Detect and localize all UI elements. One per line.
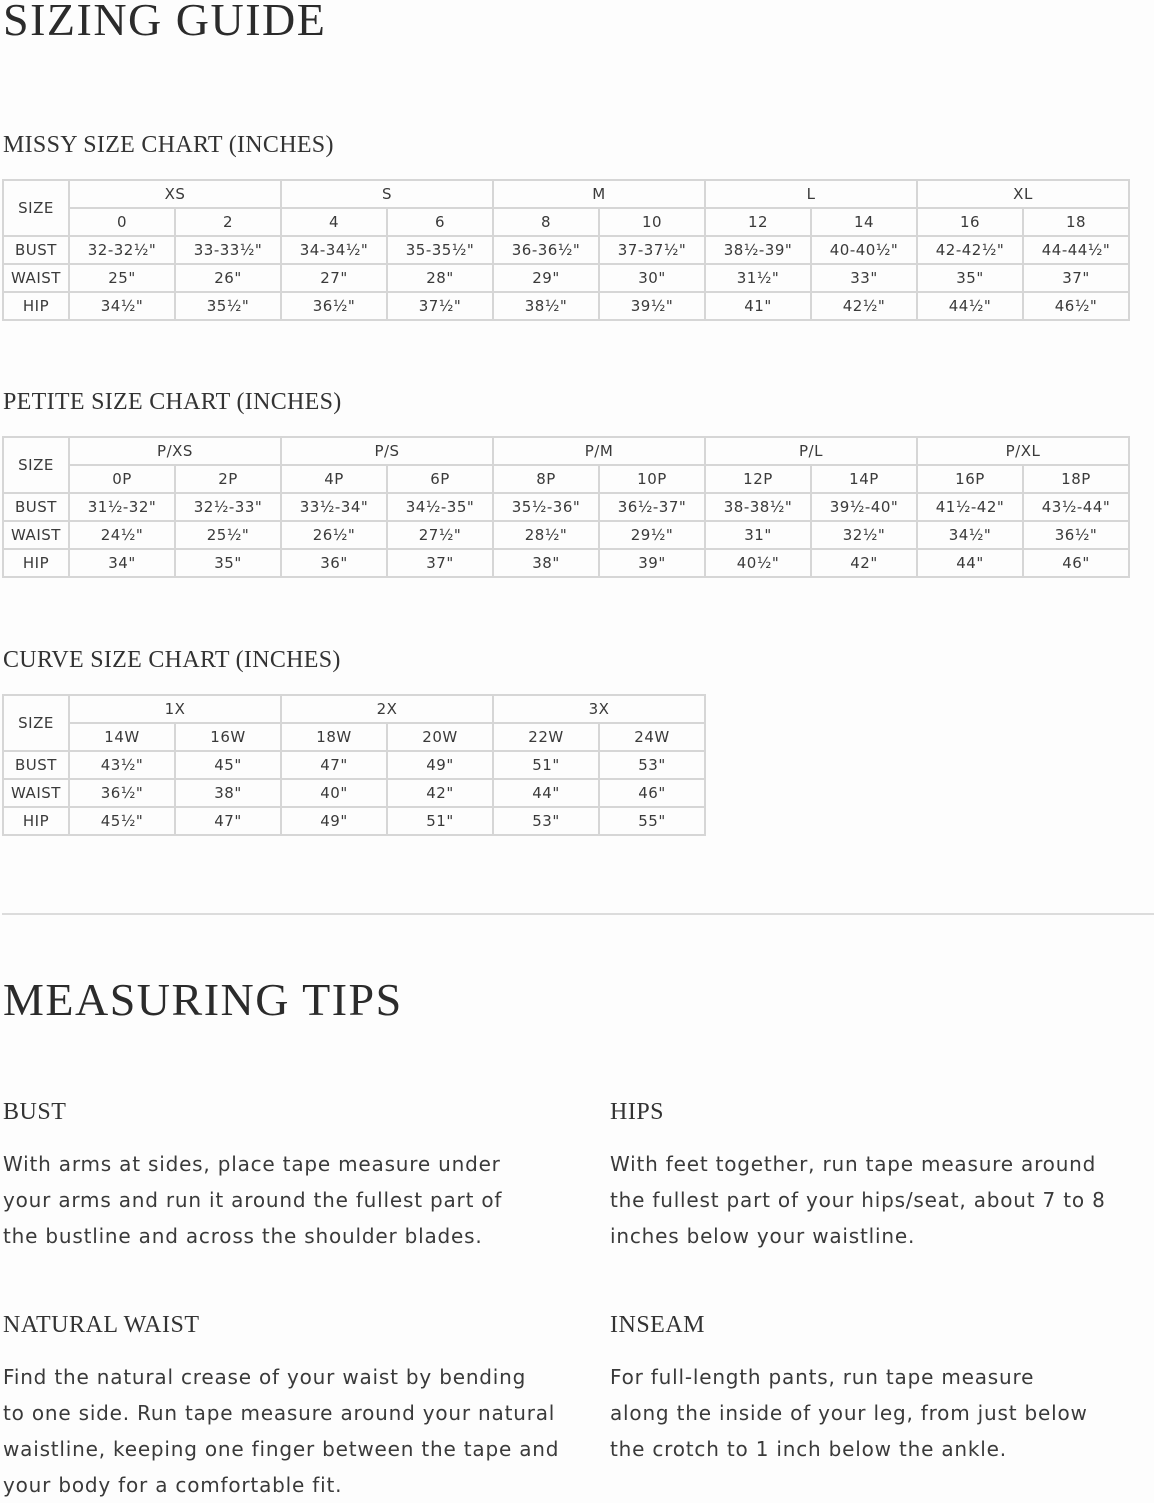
size-group-header: M xyxy=(493,180,705,208)
petite-chart-heading: PETITE SIZE CHART (INCHES) xyxy=(3,389,342,415)
table-row xyxy=(3,779,705,807)
measurement-value: 28½" xyxy=(493,521,599,549)
section-divider xyxy=(2,913,1154,915)
page-title: SIZING GUIDE xyxy=(3,0,327,45)
measurement-value: 37" xyxy=(387,549,493,577)
petite-group-row xyxy=(3,437,1129,465)
curve-chart-heading: CURVE SIZE CHART (INCHES) xyxy=(3,647,341,673)
measurement-value: 33½-34" xyxy=(281,493,387,521)
measurement-value: 34½" xyxy=(917,521,1023,549)
missy-group-row xyxy=(3,180,1129,208)
measurement-value: 37½" xyxy=(387,292,493,320)
measurement-value: 35½" xyxy=(175,292,281,320)
tip-line: the bustline and across the shoulder blades. xyxy=(3,1224,483,1248)
measurement-value: 32-32½" xyxy=(69,236,175,264)
tip-line: Find the natural crease of your waist by bending xyxy=(3,1365,527,1389)
table-row xyxy=(3,493,1129,521)
size-header: SIZE xyxy=(3,695,69,751)
measurement-value: 30" xyxy=(599,264,705,292)
measurement-value: 31½" xyxy=(705,264,811,292)
size-group-header: P/S xyxy=(281,437,493,465)
size-number: 16P xyxy=(917,465,1023,493)
tip-line: to one side. Run tape measure around your natural xyxy=(3,1401,556,1425)
size-number: 20W xyxy=(387,723,493,751)
tip-line: waistline, keeping one finger between the tape and xyxy=(3,1437,560,1461)
measurement-value: 29½" xyxy=(599,521,705,549)
size-group-header: P/XS xyxy=(69,437,281,465)
size-number: 14W xyxy=(69,723,175,751)
size-number: 12 xyxy=(705,208,811,236)
measurement-label: BUST xyxy=(3,236,69,264)
missy-size-row xyxy=(3,208,1129,236)
size-group-header: 1X xyxy=(69,695,281,723)
tip-line: the crotch to 1 inch below the ankle. xyxy=(610,1437,1007,1461)
size-number: 24W xyxy=(599,723,705,751)
size-number: 14 xyxy=(811,208,917,236)
measurement-value: 36" xyxy=(281,549,387,577)
measurement-value: 35" xyxy=(175,549,281,577)
measurement-value: 53" xyxy=(599,751,705,779)
tip-heading: HIPS xyxy=(610,1099,665,1125)
size-header: SIZE xyxy=(3,180,69,236)
measurement-value: 55" xyxy=(599,807,705,835)
measurement-value: 44" xyxy=(917,549,1023,577)
petite-size-table xyxy=(2,436,1130,578)
measurement-value: 34" xyxy=(69,549,175,577)
tip-text xyxy=(3,1146,523,1254)
measurement-value: 35½-36" xyxy=(493,493,599,521)
measurement-value: 36-36½" xyxy=(493,236,599,264)
measurement-value: 41½-42" xyxy=(917,493,1023,521)
table-row xyxy=(3,549,1129,577)
size-group-header: 3X xyxy=(493,695,705,723)
tip-line: along the inside of your leg, from just below xyxy=(610,1401,1088,1425)
table-row xyxy=(3,292,1129,320)
measurement-value: 40½" xyxy=(705,549,811,577)
measurement-value: 41" xyxy=(705,292,811,320)
measurement-value: 33-33½" xyxy=(175,236,281,264)
size-number: 18 xyxy=(1023,208,1129,236)
measurement-value: 46" xyxy=(599,779,705,807)
measurement-value: 49" xyxy=(387,751,493,779)
measurement-label: HIP xyxy=(3,807,69,835)
size-number: 18P xyxy=(1023,465,1129,493)
size-number: 10 xyxy=(599,208,705,236)
measurement-value: 29" xyxy=(493,264,599,292)
size-number: 6 xyxy=(387,208,493,236)
size-number: 0P xyxy=(69,465,175,493)
size-group-header: XS xyxy=(69,180,281,208)
measurement-value: 35" xyxy=(917,264,1023,292)
size-group-header: P/M xyxy=(493,437,705,465)
measurement-value: 40-40½" xyxy=(811,236,917,264)
curve-group-row xyxy=(3,695,705,723)
measurement-value: 44-44½" xyxy=(1023,236,1129,264)
measurement-value: 38½" xyxy=(493,292,599,320)
tip-heading: NATURAL WAIST xyxy=(3,1312,200,1338)
measurement-label: BUST xyxy=(3,751,69,779)
measurement-value: 36½-37" xyxy=(599,493,705,521)
size-group-header: 2X xyxy=(281,695,493,723)
table-row xyxy=(3,751,705,779)
tip-text xyxy=(610,1146,1130,1254)
measurement-value: 37" xyxy=(1023,264,1129,292)
measurement-value: 39" xyxy=(599,549,705,577)
measurement-value: 32½-33" xyxy=(175,493,281,521)
measurement-value: 31" xyxy=(705,521,811,549)
size-number: 2 xyxy=(175,208,281,236)
measurement-value: 42" xyxy=(811,549,917,577)
size-number: 4P xyxy=(281,465,387,493)
size-number: 2P xyxy=(175,465,281,493)
measurement-value: 38" xyxy=(493,549,599,577)
measurement-value: 45½" xyxy=(69,807,175,835)
size-number: 18W xyxy=(281,723,387,751)
measurement-label: WAIST xyxy=(3,521,69,549)
size-number: 0 xyxy=(69,208,175,236)
measurement-value: 51" xyxy=(493,751,599,779)
table-row xyxy=(3,236,1129,264)
measurement-value: 47" xyxy=(175,807,281,835)
tip-line: inches below your waistline. xyxy=(610,1224,916,1248)
measurement-value: 26" xyxy=(175,264,281,292)
size-number: 8 xyxy=(493,208,599,236)
measurement-value: 34½-35" xyxy=(387,493,493,521)
measurement-value: 53" xyxy=(493,807,599,835)
measurement-value: 37-37½" xyxy=(599,236,705,264)
size-number: 10P xyxy=(599,465,705,493)
measurement-value: 51" xyxy=(387,807,493,835)
measurement-value: 24½" xyxy=(69,521,175,549)
size-number: 16W xyxy=(175,723,281,751)
size-number: 14P xyxy=(811,465,917,493)
size-group-header: S xyxy=(281,180,493,208)
size-number: 12P xyxy=(705,465,811,493)
measurement-value: 36½" xyxy=(69,779,175,807)
tip-bust xyxy=(3,1098,523,1254)
measurement-label: BUST xyxy=(3,493,69,521)
tip-line: For full-length pants, run tape measure xyxy=(610,1365,1035,1389)
petite-size-row xyxy=(3,465,1129,493)
missy-size-table xyxy=(2,179,1130,321)
measurement-value: 36½" xyxy=(1023,521,1129,549)
size-header: SIZE xyxy=(3,437,69,493)
measurement-value: 44" xyxy=(493,779,599,807)
measurement-value: 39½-40" xyxy=(811,493,917,521)
measurement-value: 25" xyxy=(69,264,175,292)
measurement-value: 25½" xyxy=(175,521,281,549)
measurement-value: 46½" xyxy=(1023,292,1129,320)
measuring-tips-title: MEASURING TIPS xyxy=(3,974,403,1025)
tip-line: your body for a comfortable fit. xyxy=(3,1473,343,1497)
measurement-value: 27½" xyxy=(387,521,493,549)
measurement-value: 43½-44" xyxy=(1023,493,1129,521)
tip-hips xyxy=(610,1098,1130,1254)
measurement-value: 47" xyxy=(281,751,387,779)
measurement-label: WAIST xyxy=(3,264,69,292)
measurement-label: HIP xyxy=(3,549,69,577)
measurement-value: 31½-32" xyxy=(69,493,175,521)
measurement-value: 42½" xyxy=(811,292,917,320)
size-number: 16 xyxy=(917,208,1023,236)
size-number: 4 xyxy=(281,208,387,236)
measurement-value: 45" xyxy=(175,751,281,779)
measurement-label: WAIST xyxy=(3,779,69,807)
size-number: 6P xyxy=(387,465,493,493)
measurement-value: 42" xyxy=(387,779,493,807)
table-row xyxy=(3,807,705,835)
measurement-value: 46" xyxy=(1023,549,1129,577)
measurement-value: 44½" xyxy=(917,292,1023,320)
curve-size-row xyxy=(3,723,705,751)
measurement-value: 39½" xyxy=(599,292,705,320)
measurement-value: 26½" xyxy=(281,521,387,549)
tip-line: your arms and run it around the fullest part of xyxy=(3,1188,503,1212)
measurement-value: 38½-39" xyxy=(705,236,811,264)
measurement-label: HIP xyxy=(3,292,69,320)
tip-line: With arms at sides, place tape measure under xyxy=(3,1152,501,1176)
measurement-value: 49" xyxy=(281,807,387,835)
missy-chart-heading: MISSY SIZE CHART (INCHES) xyxy=(3,132,334,158)
size-group-header: L xyxy=(705,180,917,208)
size-group-header: P/XL xyxy=(917,437,1129,465)
tip-heading: BUST xyxy=(3,1099,67,1125)
measurement-value: 27" xyxy=(281,264,387,292)
size-number: 8P xyxy=(493,465,599,493)
measurement-value: 34-34½" xyxy=(281,236,387,264)
tip-natural-waist xyxy=(3,1311,563,1503)
table-row xyxy=(3,521,1129,549)
tip-inseam xyxy=(610,1311,1130,1467)
measurement-value: 32½" xyxy=(811,521,917,549)
measurement-value: 28" xyxy=(387,264,493,292)
table-row xyxy=(3,264,1129,292)
tip-heading: INSEAM xyxy=(610,1312,706,1338)
measurement-value: 42-42½" xyxy=(917,236,1023,264)
tip-line: the fullest part of your hips/seat, about 7 to 8 xyxy=(610,1188,1106,1212)
measurement-value: 43½" xyxy=(69,751,175,779)
tip-text xyxy=(3,1359,563,1503)
measurement-value: 33" xyxy=(811,264,917,292)
size-group-header: XL xyxy=(917,180,1129,208)
size-group-header: P/L xyxy=(705,437,917,465)
tip-text xyxy=(610,1359,1130,1467)
measurement-value: 40" xyxy=(281,779,387,807)
measurement-value: 38-38½" xyxy=(705,493,811,521)
size-number: 22W xyxy=(493,723,599,751)
measurement-value: 38" xyxy=(175,779,281,807)
measurement-value: 34½" xyxy=(69,292,175,320)
measurement-value: 36½" xyxy=(281,292,387,320)
measurement-value: 35-35½" xyxy=(387,236,493,264)
curve-size-table xyxy=(2,694,706,836)
tip-line: With feet together, run tape measure around xyxy=(610,1152,1097,1176)
